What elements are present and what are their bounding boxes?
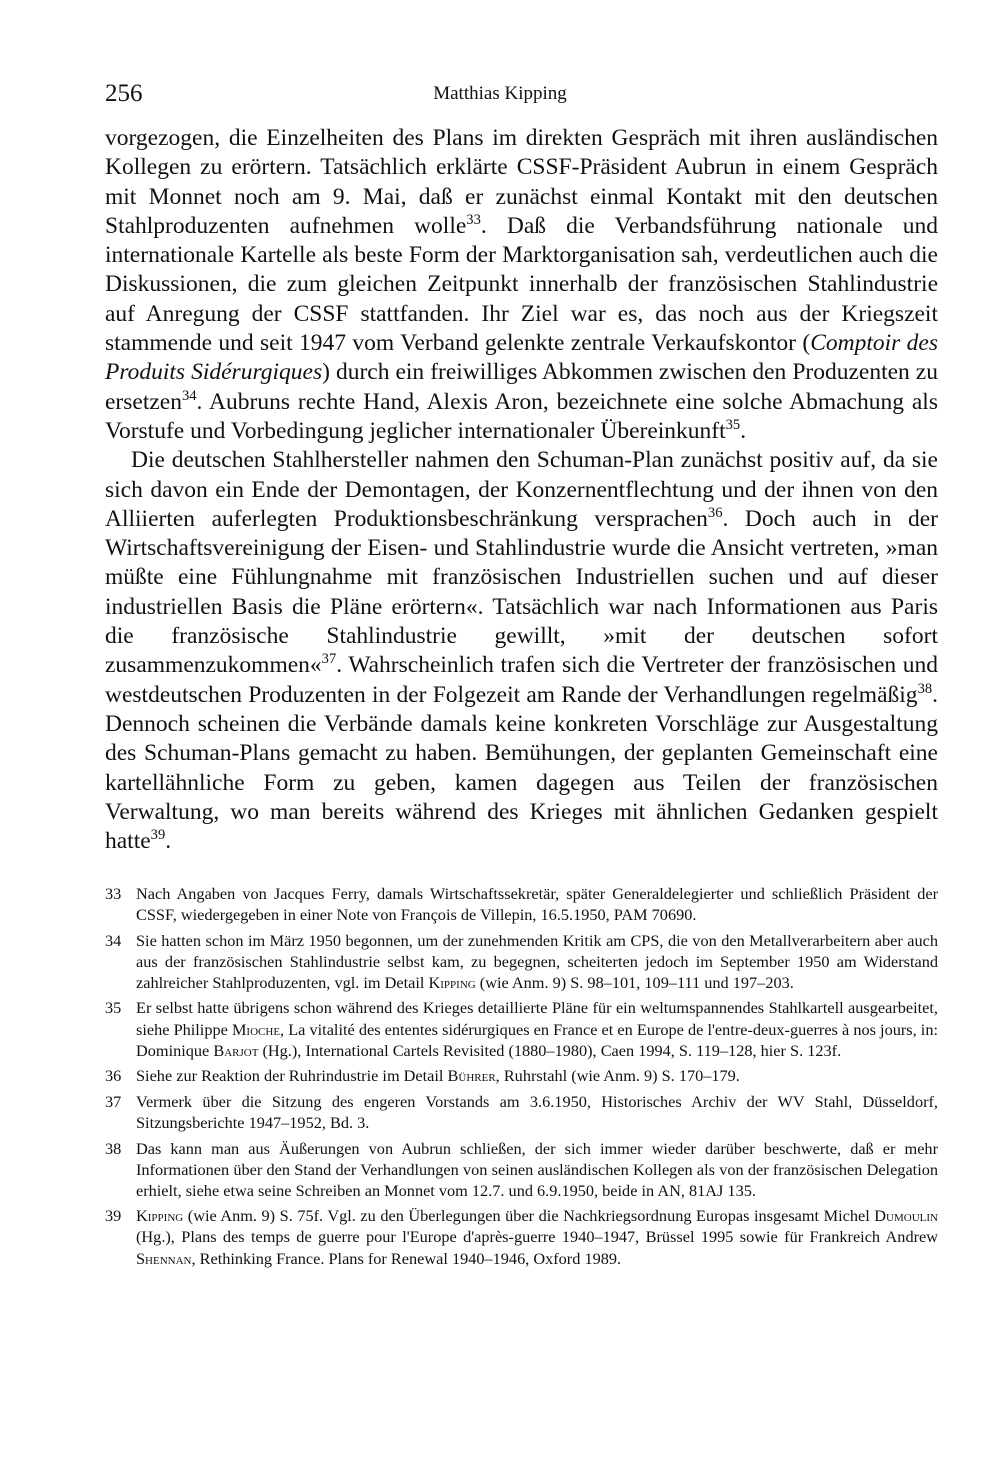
text-run: . Aubruns rechte Hand, Alexis Aron, bezeichnete eine solche Abmachung als Vorstufe und Vorbedingung jeglicher internationaler Übereinkunft — [105, 388, 938, 444]
author-name: Dumoulin — [874, 1206, 938, 1226]
text-run: Sie hatten schon im März 1950 begonnen, um der zunehmenden Kritik am CPS, die von den Metallverarbeitern aber auch aus der französischen Stahlindustrie selbst kam, zu begegnen, scheiterten jedoch im September 1950 am Widerstand zahlreicher Stahlproduzenten, vgl. im Detail — [136, 930, 938, 992]
footnote-text — [136, 997, 938, 1060]
footnote-text — [136, 1091, 938, 1133]
author-name: Mioche — [231, 1019, 281, 1039]
footnote-ref-35[interactable]: 35 — [725, 417, 741, 434]
text-run: . — [740, 417, 747, 444]
footnote-37 — [105, 1091, 938, 1133]
author-name: Barjot — [213, 1040, 259, 1060]
page-number: 256 — [105, 80, 143, 107]
text-run: . — [165, 828, 172, 855]
footnote-text — [136, 930, 938, 993]
text-run: (Hg.), International Cartels Revisited (1880–1980), Caen 1994, S. 119–128, hier S. 123f. — [258, 1040, 842, 1060]
text-run: Er selbst hatte übrigens schon während des Krieges detaillierte Pläne für ein weltumspannendes Stahlkartell ausgearbeitet, siehe Philippe — [136, 998, 938, 1039]
footnote-38 — [105, 1138, 938, 1201]
footnote-ref-39[interactable]: 39 — [150, 827, 166, 844]
text-run: Nach Angaben von Jacques Ferry, damals Wirtschaftssekretär, später Generaldelegierter und schließlich Präsident der CSSF, wiedergegeben in einer Note von François de Villepin, 16.5.1950, PAM 70690. — [136, 884, 938, 925]
footnote-34 — [105, 930, 938, 993]
main-text — [105, 124, 938, 856]
footnote-33 — [105, 883, 938, 925]
footnotes — [105, 883, 938, 1273]
author-name: Kipping — [428, 972, 476, 992]
footnote-ref-33[interactable]: 33 — [466, 212, 481, 229]
footnote-number: 37 — [105, 1091, 122, 1111]
text-run: (wie Anm. 9) S. 98–101, 109–111 und 197–203. — [475, 972, 794, 992]
footnote-text — [136, 1065, 938, 1086]
footnote-number: 36 — [105, 1066, 122, 1086]
footnote-ref-34[interactable]: 34 — [181, 387, 197, 404]
footnote-number: 38 — [105, 1138, 122, 1158]
footnote-ref-38[interactable]: 38 — [917, 680, 933, 697]
text-run: , La vitalité des ententes sidérurgiques en France et en Europe de l'entre-deux-guerres à nos jours, in: Dominique — [136, 1019, 938, 1060]
footnote-36 — [105, 1065, 938, 1086]
text-run: (wie Anm. 9) S. 75f. Vgl. zu den Überlegungen über die Nachkriegsordnung Europas insgesamt Michel — [183, 1206, 875, 1226]
text-run: . Daß die Verbandsführung nationale und internationale Kartelle als beste Form der Marktorganisation sah, verdeutlichen auch die Diskussionen, die zum gleichen Zeitpunkt innerhalb der französischen Stahlindustrie auf Anregung der CSSF stattfanden. Ihr Ziel war es, das noch aus der Kriegszeit stammende und seit 1947 vom Verband gelenkte zentrale Verkaufskontor ( — [105, 212, 938, 357]
text-run: ) durch ein freiwilliges Abkommen zwischen den Produzenten zu ersetzen — [105, 359, 938, 415]
text-run: . Dennoch scheinen die Verbände damals keine konkreten Vorschläge zur Ausgestaltung des Schuman-Plans gemacht zu haben. Bemühungen, der geplanten Gemeinschaft eine kartellähnliche Form zu geben, kamen dagegen aus Teilen der französischen Verwaltung, wo man bereits während des Krieges mit ähnlichen Gedanken gespielt hatte — [105, 681, 938, 855]
italic-term: Comptoir des Produits Sidérurgiques — [105, 330, 938, 386]
running-head: Matthias Kipping — [433, 83, 567, 104]
text-run: Vermerk über die Sitzung des engeren Vorstands am 3.6.1950, Historisches Archiv der WV Stahl, Düsseldorf, Sitzungsberichte 1947–1952, Bd. 3. — [136, 1091, 938, 1132]
text-run: (Hg.), Plans des temps de guerre pour l'Europe d'après-guerre 1940–1947, Brüssel 1995 sowie für Frankreich Andrew — [136, 1227, 938, 1247]
text-run: . Wahrscheinlich trafen sich die Vertreter der französischen und westdeutschen Produzenten in der Folgezeit am Rande der Verhandlungen regelmäßig — [105, 652, 938, 708]
footnote-text — [136, 1138, 938, 1201]
text-run: Das kann man aus Äußerungen von Aubrun schließen, der sich immer wieder darüber beschwerte, daß er mehr Informationen über den Stand der Verhandlungen von seinen ausländischen Kollegen als von der französischen Delegation erhielt, siehe etwa seine Schreiben an Monnet vom 12.7. und 6.9.1950, beide in AN, 81AJ 135. — [136, 1138, 938, 1200]
author-name: Bührer — [447, 1066, 496, 1086]
text-run: Siehe zur Reaktion der Ruhrindustrie im Detail — [136, 1066, 448, 1086]
footnote-number: 39 — [105, 1206, 122, 1226]
text-run: Die deutschen Stahlhersteller nahmen den Schuman-Plan zunächst positiv auf, da sie sich davon ein Ende der Demontagen, der Konzernentflechtung und der ihnen von den Alliierten auferlegten Produktionsbeschränkung versprachen — [105, 447, 938, 532]
author-name: Shennan — [136, 1248, 192, 1268]
footnote-text — [136, 883, 938, 925]
footnote-number: 33 — [105, 884, 122, 903]
paragraph-2 — [105, 446, 938, 856]
paragraph-1 — [105, 124, 938, 446]
footnote-ref-37[interactable]: 37 — [321, 651, 337, 668]
footnote-number: 34 — [105, 930, 122, 950]
footnote-text — [136, 1205, 938, 1268]
footnote-35 — [105, 997, 938, 1060]
text-run: , Rethinking France. Plans for Renewal 1940–1946, Oxford 1989. — [191, 1248, 622, 1268]
page-header — [105, 80, 895, 114]
text-run: vorgezogen, die Einzelheiten des Plans im direkten Gespräch mit ihren ausländischen Kollegen zu erörtern. Tatsächlich erklärte CSSF-Präsident Aubrun in einem Gespräch mit Monnet noch am 9. Mai, daß er zunächst einmal Kontakt mit den deutschen Stahlproduzenten aufnehmen wolle — [105, 125, 938, 239]
author-name: Kipping — [136, 1206, 184, 1226]
text-run: , Ruhrstahl (wie Anm. 9) S. 170–179. — [495, 1066, 740, 1086]
footnote-ref-36[interactable]: 36 — [707, 505, 723, 522]
text-run: . Doch auch in der Wirtschaftsvereinigung der Eisen- und Stahlindustrie wurde die Ansicht vertreten, »man müßte eine Fühlungnahme mit französischen Industriellen suchen und auf dieser industriellen Basis die Pläne erörtern«. Tatsächlich war nach Informationen aus Paris die französische Stahlindustrie gewillt, »mit der deutschen sofort zusammenzukommen« — [105, 505, 938, 679]
footnote-39 — [105, 1205, 938, 1268]
footnote-number: 35 — [105, 998, 122, 1018]
